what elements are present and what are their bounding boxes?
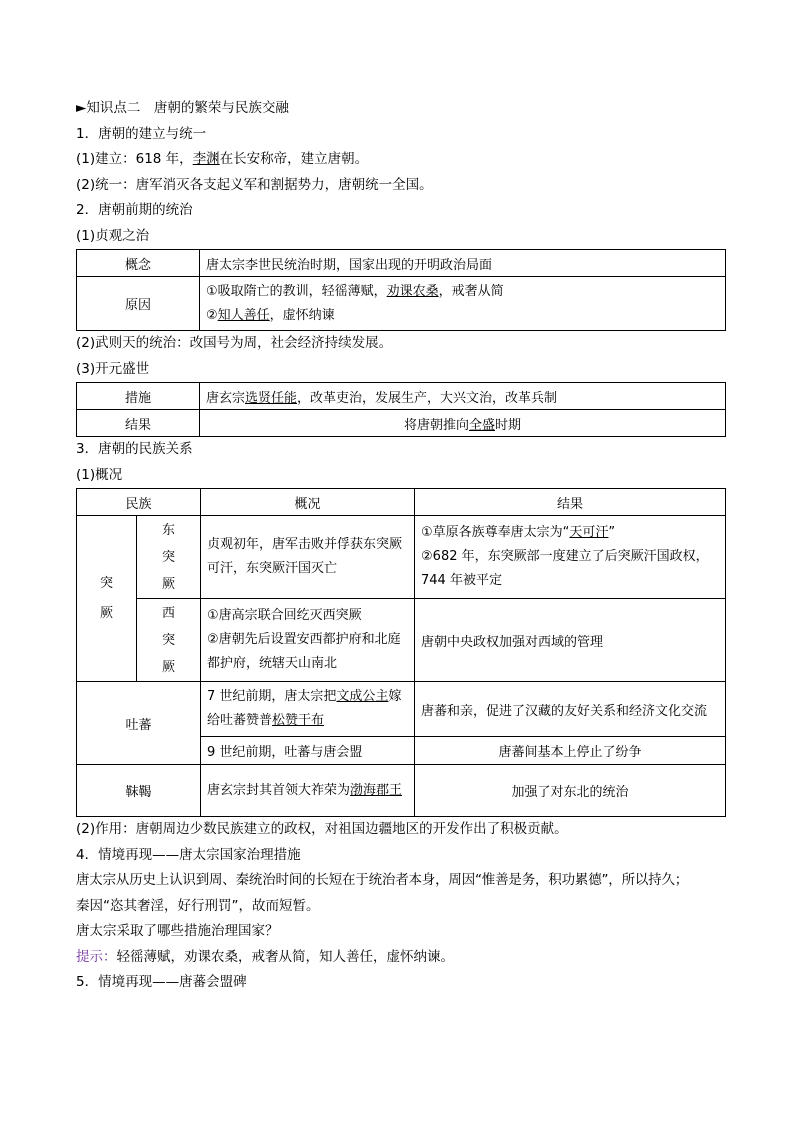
tubo-label: 吐蕃 <box>77 682 201 765</box>
kaiyuan-result-text: 将唐朝推向全盛时期 <box>200 410 726 437</box>
section-4-title: 4．情境再现——唐太宗国家治理措施 <box>76 846 301 863</box>
west-tujue-result: 唐朝中央政权加强对西域的管理 <box>415 599 726 682</box>
knowledge-point-heading: ►知识点二 唐朝的繁荣与民族交融 <box>76 100 289 116</box>
ethnic-relations-table <box>76 488 726 817</box>
mohe-result: 加强了对东北的统治 <box>415 765 726 817</box>
section-3-title: 3．唐朝的民族关系 <box>76 441 193 457</box>
kaiyuan-title: (3)开元盛世 <box>76 360 150 377</box>
tubo-result-1: 唐蕃和亲，促进了汉藏的友好关系和经济文化交流 <box>415 682 726 737</box>
zhenguan-reason-text: ①吸取隋亡的教训，轻徭薄赋，劝课农桑，戒奢从简 ②知人善任，虚怀纳谏 <box>200 277 726 331</box>
tubo-overview-1: 7 世纪前期，唐太宗把文成公主嫁给吐蕃赞普松赞干布 <box>201 682 415 737</box>
mohe-label: 靺鞨 <box>77 765 201 817</box>
section-1-establish: (1)建立：618 年，李渊在长安称帝，建立唐朝。 <box>76 151 369 167</box>
section-1-unify: (2)统一：唐军消灭各支起义军和割据势力，唐朝统一全国。 <box>76 176 433 193</box>
hint-label: 提示： <box>76 948 117 965</box>
kaiyuan-measure-label: 措施 <box>77 383 200 410</box>
zhenguan-concept-text: 唐太宗李世民统治时期，国家出现的开明政治局面 <box>200 250 726 277</box>
header-nation: 民族 <box>77 489 201 516</box>
zhenguan-concept-label: 概念 <box>77 250 200 277</box>
section-1-title: 1．唐朝的建立与统一 <box>76 125 207 142</box>
overview-title: (1)概况 <box>76 466 123 483</box>
west-tujue-overview: ①唐高宗联合回纥灭西突厥 ②唐朝先后设置安西都护府和北庭都护府，统辖天山南北 <box>201 599 415 682</box>
section-4-para-2: 秦因“恣其奢淫，好行刑罚”，故而短暂。 <box>76 897 320 914</box>
section-4-para-1: 唐太宗从历史上认识到周、秦统治时间的长短在于统治者本身，周因“惟善是务，积功累德”，所以持久； <box>76 872 689 888</box>
zhenguan-reason-label: 原因 <box>77 277 200 331</box>
tubo-result-2: 唐蕃间基本上停止了纷争 <box>415 737 726 765</box>
header-result: 结果 <box>415 489 726 516</box>
kaiyuan-result-label: 结果 <box>77 410 200 437</box>
east-tujue-label: 东突厥 <box>137 516 201 599</box>
zhenguan-table <box>76 249 726 331</box>
section-2-title: 2．唐朝前期的统治 <box>76 202 193 218</box>
east-tujue-result: ①草原各族尊奉唐太宗为“天可汗” ②682 年，东突厥部一度建立了后突厥汗国政权，744 年被平定 <box>415 516 726 599</box>
document-body <box>76 96 726 996</box>
header-overview: 概况 <box>201 489 415 516</box>
section-5-title: 5．情境再现——唐蕃会盟碑 <box>76 974 247 990</box>
zhenguan-title: (1)贞观之治 <box>76 227 150 244</box>
east-tujue-overview: 贞观初年，唐军击败并俘获东突厥可汗，东突厥汗国灭亡 <box>201 516 415 599</box>
mohe-overview: 唐玄宗封其首领大祚荣为渤海郡王 <box>201 765 415 817</box>
west-tujue-label: 西突厥 <box>137 599 201 682</box>
tubo-overview-2: 9 世纪前期，吐蕃与唐会盟 <box>201 737 415 765</box>
wuzetian-text: (2)武则天的统治：改国号为周，社会经济持续发展。 <box>76 335 393 351</box>
section-4-question: 唐太宗采取了哪些措施治理国家？ <box>76 923 279 939</box>
kaiyuan-measure-text: 唐玄宗选贤任能，改革吏治，发展生产，大兴文治，改革兵制 <box>200 383 726 410</box>
section-4-hint: 提示：轻徭薄赋，劝课农桑，戒奢从简，知人善任，虚怀纳谏。 <box>76 948 454 965</box>
kaiyuan-table <box>76 382 726 437</box>
tujue-label: 突厥 <box>77 516 137 682</box>
role-text: (2)作用：唐朝周边少数民族建立的政权，对祖国边疆地区的开发作出了积极贡献。 <box>76 821 568 837</box>
